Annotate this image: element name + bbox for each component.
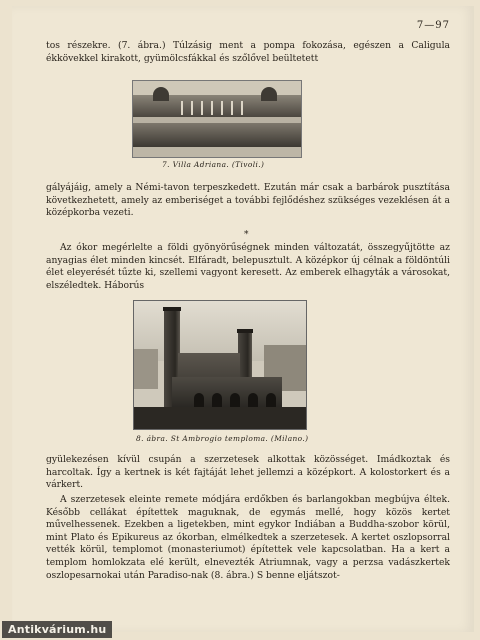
figure-7-caption: 7. Villa Adriana. (Tivoli.) <box>162 160 265 169</box>
paragraph-4: gyülekezésen kívül csupán a szerzetesek alkottak közösséget. Imádkoztak és harcoltak. Így a kertnek is két fajtáját lehet jellemzi a középkort. A kolostorkert és a várkert. <box>46 454 450 491</box>
paragraph-1: tos részekre. (7. ábra.) Túlzásig ment a pompa fokozása, egészen a Caligula ékkövekkel kirakott, gyümölcsfákkal és szőlővel beültetett <box>46 40 450 64</box>
section-divider: * <box>244 230 249 240</box>
paragraph-2: gályájáig, amely a Némi-tavon terpeszkedett. Ezután már csak a barbárok pusztítása következhetett, amely az emberiséget a további fejlődéshez szükséges vezeklésen át a középkorba vezeti. <box>46 182 450 219</box>
figure-st-ambrogio-image <box>133 300 307 430</box>
page-number: 7—97 <box>416 20 450 31</box>
figure-villa-adriana-image <box>132 80 302 158</box>
paragraph-3: Az ókor megérlelte a földi gyönyörűségnek minden változatát, összegyűjtötte az anyagias élet minden kincsét. Elfáradt, belepusztult. A középkor új célnak a földöntúli élet eleyerését tűzte ki, szellemi vagyont keresett. Az emberek elhagyták a városokat, elszéledtek. Háborús <box>46 242 450 291</box>
figure-8-caption: 8. ábra. St Ambrogio temploma. (Milano.) <box>136 434 309 443</box>
watermark-label: Antikvárium.hu <box>2 621 112 638</box>
paragraph-5: A szerzetesek eleinte remete módjára erdőkben és barlangokban megbújva éltek. Később cellákat építettek maguknak, de egymás mellé, hogy közös kertet művelhessenek. Ezekben a ligetekben, mint egykor Indiában a Buddha-szobor körül, mint Plato és Epikureus az ókorban, elmélkedtek a szerzetesek. A kertet oszlopsorral vették körül, templomot (monasteriumot) építettek vele kapcsolatban. Ha a kert a templom homlokzata elé került, elnevezték Atriumnak, vagy a perzsa vadászkertek oszlopesarnokai után Paradiso-nak (8. ábra.) S benne eljátszot- <box>46 494 450 581</box>
book-page <box>12 6 474 632</box>
